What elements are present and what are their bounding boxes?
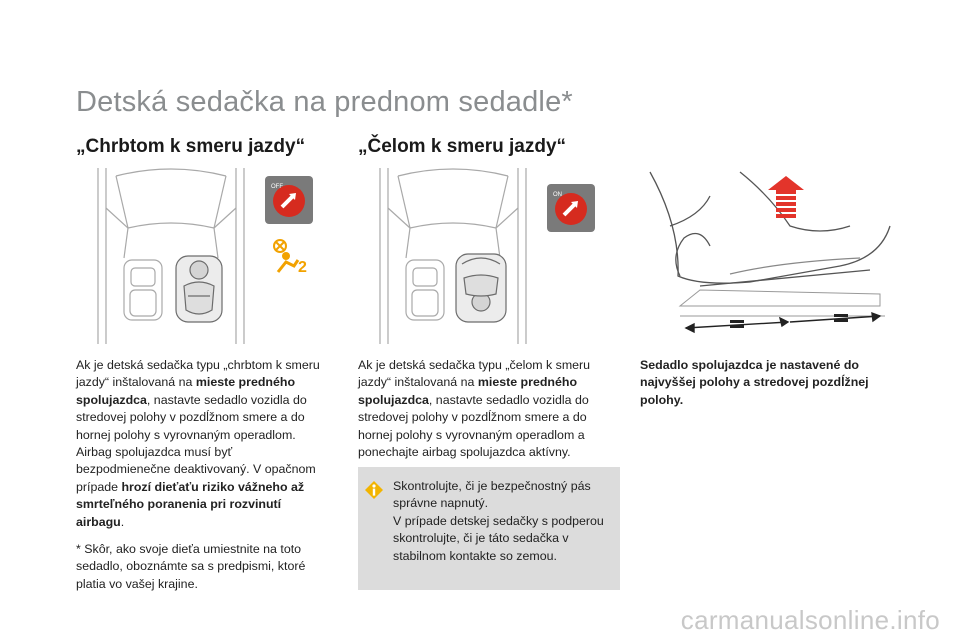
watermark: carmanualsonline.info xyxy=(680,605,940,635)
airbag-off-badge xyxy=(265,176,313,224)
svg-text:2: 2 xyxy=(298,259,307,274)
forward-text-1: Ak je detská sedačka typu „čelom k smeru jazdy“ inštalovaná na xyxy=(358,358,591,390)
rearward-paragraph xyxy=(76,357,328,531)
seat-side-illustration xyxy=(640,166,902,342)
airbag-on-badge xyxy=(547,184,595,232)
forward-text-2: , nastavte sedadlo vozidla do stredovej polohy v pozdĺžnom smere a do hornej polohy s vyrovnaným operadlom a ponechajte airbag spolujazdca aktívny. xyxy=(358,392,589,460)
info-icon xyxy=(364,480,384,500)
forward-paragraph xyxy=(358,357,608,461)
page-title: Detská sedačka na prednom sedadle* xyxy=(76,86,573,118)
forward-bold-1: mieste predného spolujazdca xyxy=(358,375,578,407)
svg-text:ON: ON xyxy=(553,192,562,198)
seat-up-arrow xyxy=(768,176,804,218)
rearward-text-end: . xyxy=(120,514,125,529)
rearward-bold-2: hrozí dieťaťu riziko vážneho až smrteľného poranenia pri rozvinutí airbagu xyxy=(76,479,305,529)
rearward-bold-1: mieste predného spolujazdca xyxy=(76,375,296,407)
rearward-text-1: Ak je detská sedačka typu „chrbtom k smeru jazdy“ inštalovaná na xyxy=(76,358,320,390)
footnote: * Skôr, ako svoje dieťa umiestnite na toto sedadlo, oboznámte sa s predpismi, ktoré platia vo vašej krajine. xyxy=(76,542,306,591)
rear-facing-child-seat xyxy=(176,256,222,322)
airbag-off-pictogram xyxy=(272,238,312,274)
heading-rearward: „Chrbtom k smeru jazdy“ xyxy=(76,136,306,157)
heading-forward: „Čelom k smeru jazdy“ xyxy=(358,136,567,157)
rearward-text-2: , nastavte sedadlo vozidla do stredovej polohy v pozdĺžnom smere a do hornej polohy s vyrovnaným operadlom. Airbag spolujazdca musí byť bezpodmienečne deaktivovaný. V opačnom prípade xyxy=(76,392,316,494)
note-text: Skontrolujte, či je bezpečnostný pás správne napnutý. V prípade detskej sedačky s podperou skontrolujte, či je táto sedačka v stabilnom kontakte so zemou. xyxy=(393,479,604,563)
svg-text:OFF: OFF xyxy=(271,184,283,190)
forward-facing-child-seat xyxy=(456,254,506,322)
seat-caption: Sedadlo spolujazdca je nastavené do najvyššej polohy a stredovej pozdĺžnej polohy. xyxy=(640,358,869,407)
